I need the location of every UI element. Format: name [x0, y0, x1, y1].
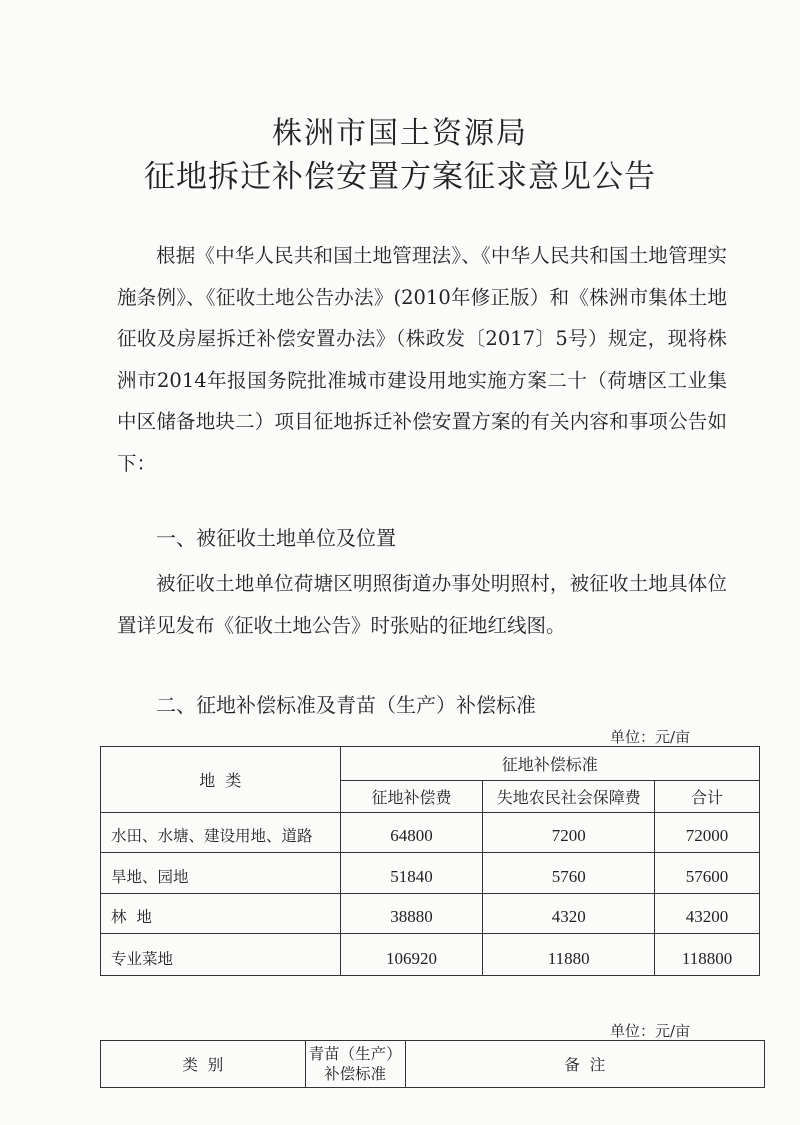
- table1-unit-label: 单位：元/亩: [609, 728, 690, 746]
- cell-land-type: 专业菜地: [101, 934, 341, 976]
- cell-land-type: 旱地、园地: [101, 853, 341, 894]
- header-category: 类 别: [101, 1041, 306, 1088]
- section1-body: 被征收土地单位荷塘区明照街道办事处明照村，被征收土地具体位置详见发布《征收土地公告》时张贴的征地红线图。: [117, 572, 727, 637]
- header-remark: 备 注: [405, 1041, 764, 1088]
- header-col-total: 合计: [655, 781, 760, 813]
- header-col-social: 失地农民社会保障费: [483, 781, 655, 813]
- cell-total: 43200: [655, 894, 760, 934]
- cell-land-type: 水田、水塘、建设用地、道路: [101, 813, 341, 853]
- intro-paragraph: 根据《中华人民共和国土地管理法》、《中华人民共和国土地管理实施条例》、《征收土地公告办法》(2010年修正版）和《株洲市集体土地征收及房屋拆迁补偿安置办法》（株政发〔2017〕5号）规定，现将株洲市2014年报国务院批准城市建设用地实施方案二十（荷塘区工业集中区储备地块二）项目征地拆迁补偿安置方案的有关内容和事项公告如下：: [117, 244, 727, 475]
- header-seedling-standard-line1: 青苗（生产）: [308, 1045, 402, 1063]
- header-land-type: 地 类: [101, 747, 341, 813]
- header-seedling-standard-line2: 补偿标准: [324, 1065, 387, 1083]
- cell-fee: 64800: [340, 813, 483, 853]
- cell-social: 4320: [483, 894, 655, 934]
- compensation-table: [100, 746, 760, 976]
- document-title-line1: 株洲市国土资源局: [272, 116, 528, 151]
- section1-heading: 一、被征收土地单位及位置: [156, 526, 396, 550]
- table-row: [101, 934, 760, 976]
- cell-total: 57600: [655, 853, 760, 894]
- cell-social: 7200: [483, 813, 655, 853]
- seedling-compensation-table: [100, 1040, 765, 1088]
- cell-social: 11880: [483, 934, 655, 976]
- table-row: [101, 813, 760, 853]
- cell-fee: 106920: [340, 934, 483, 976]
- header-col-fee: 征地补偿费: [340, 781, 483, 813]
- cell-fee: 51840: [340, 853, 483, 894]
- table-row: [101, 894, 760, 934]
- cell-total: 118800: [655, 934, 760, 976]
- table2-unit-label: 单位：元/亩: [609, 1022, 690, 1040]
- cell-land-type: 林 地: [101, 894, 341, 934]
- header-seedling-standard: [305, 1041, 405, 1088]
- header-compensation-standard: 征地补偿标准: [340, 747, 759, 781]
- cell-total: 72000: [655, 813, 760, 853]
- cell-social: 5760: [483, 853, 655, 894]
- cell-fee: 38880: [340, 894, 483, 934]
- document-title-line2: 征地拆迁补偿安置方案征求意见公告: [144, 159, 656, 195]
- section2-heading: 二、征地补偿标准及青苗（生产）补偿标准: [156, 693, 536, 717]
- table-row: [101, 853, 760, 894]
